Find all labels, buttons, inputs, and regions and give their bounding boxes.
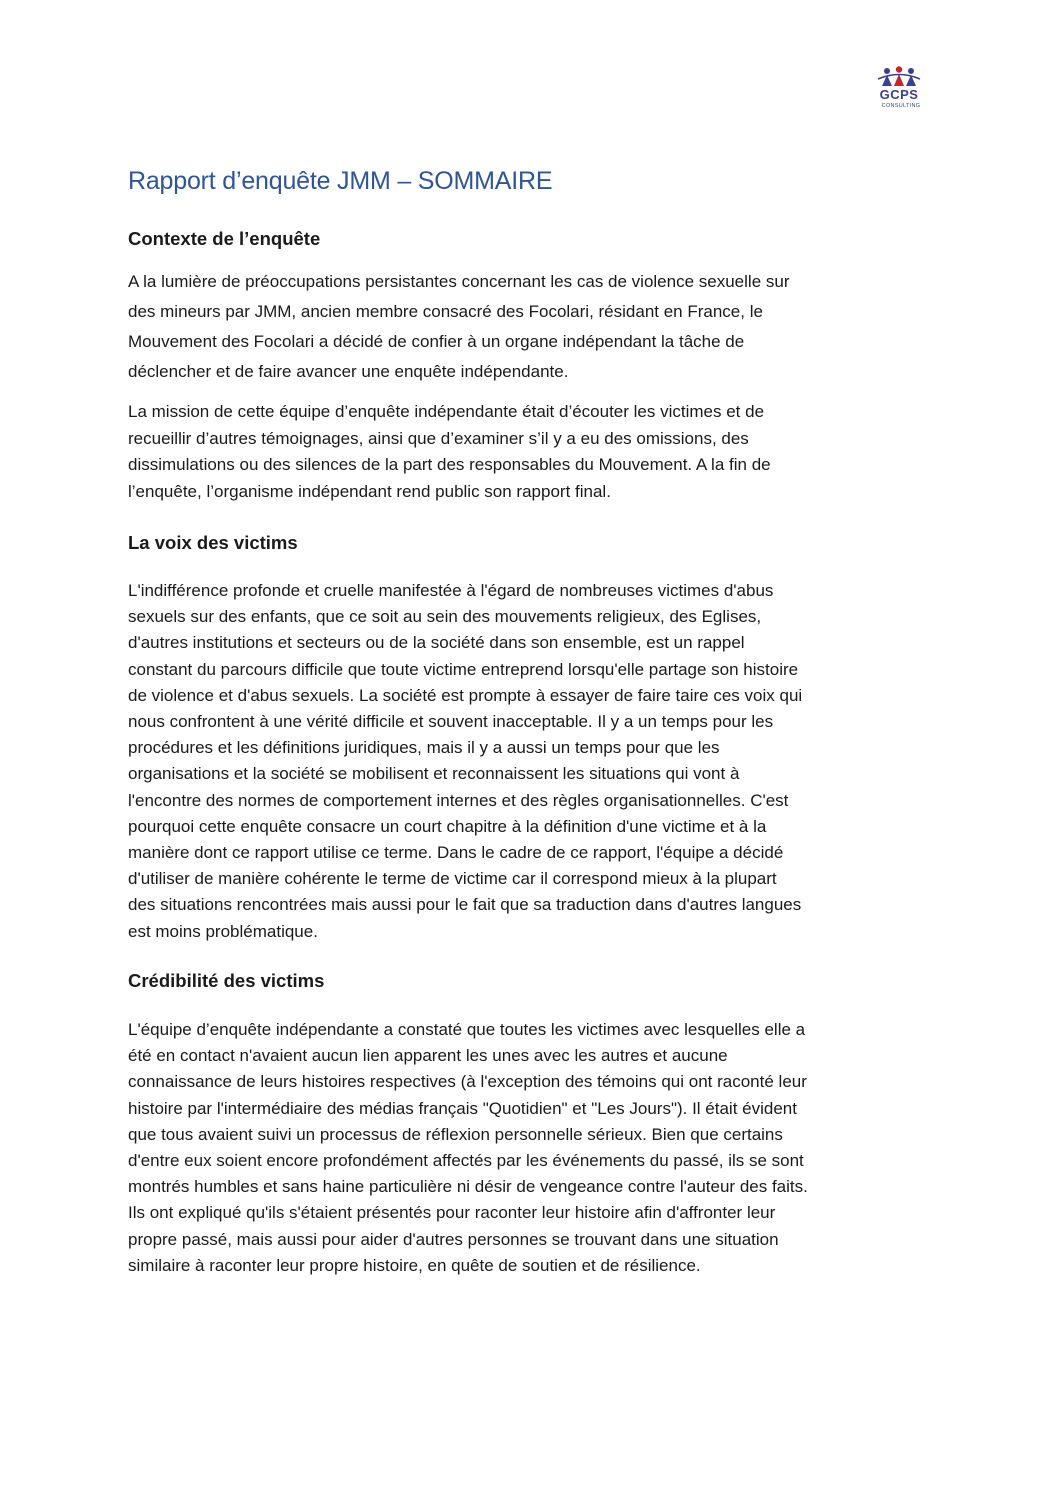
- text-line: connaissance de leurs histoires respectives (à l'exception des témoins qui ont raconté leur: [128, 1072, 807, 1092]
- text-line: dissimulations ou des silences de la part des responsables du Mouvement. A la fin de: [128, 455, 771, 474]
- text-line: été en contact n'avaient aucun lien apparent les unes avec les autres et aucune: [128, 1046, 728, 1066]
- text-line: nous confrontent à une vérité difficile et souvent inacceptable. Il y a un temps pour les: [128, 712, 774, 732]
- text-line: pourquoi cette enquête consacre un court chapitre à la définition d'une victime et à la: [128, 816, 767, 836]
- text-line: l’enquête, l’organisme indépendant rend public son rapport final.: [128, 481, 611, 501]
- section-heading-voix: La voix des victims: [128, 532, 298, 553]
- text-line: Mouvement des Focolari a décidé de confier à un organe indépendant la tâche de: [128, 332, 745, 351]
- text-line: manière dont ce rapport utilise ce terme. Dans le cadre de ce rapport, l'équipe a décidé: [128, 843, 784, 863]
- paragraph-credibilite: [128, 1017, 928, 1279]
- text-line: recueillir d’autres témoignages, ainsi que d’examiner s’il y a eu des omissions, des: [128, 428, 749, 448]
- text-line: d'utiliser de manière cohérente le terme de victime car il correspond mieux à la plupart: [128, 869, 777, 889]
- text-line: est moins problématique.: [128, 921, 318, 941]
- section-heading-credibilite: Crédibilité des victims: [128, 970, 325, 991]
- text-line: L'équipe d’enquête indépendante a constaté que toutes les victimes avec lesquelles elle a: [128, 1020, 806, 1039]
- logo-wordmark: GCPS: [879, 87, 919, 102]
- paragraph-voix: [128, 578, 928, 945]
- text-line: organisations et la société se mobilisent et reconnaissent les situations qui vont à: [128, 764, 740, 784]
- gcps-logo: [870, 66, 928, 118]
- text-line: que tous avaient suivi un processus de réflexion personnelle sérieux. Bien que certains: [128, 1124, 783, 1144]
- text-line: constant du parcours difficile que toute victime entreprend lorsqu'elle partage son histoire: [128, 659, 799, 679]
- text-line: La mission de cette équipe d’enquête indépendante était d’écouter les victimes et de: [128, 402, 765, 421]
- text-line: montrés humbles et sans haine particulière ni désir de vengeance contre l'auteur des faits.: [128, 1177, 808, 1197]
- text-line: l'encontre des normes de comportement internes et des règles organisationnelles. C'est: [128, 790, 789, 810]
- text-line: A la lumière de préoccupations persistantes concernant les cas de violence sexuelle sur: [128, 272, 790, 291]
- paragraph-contexte-2: [128, 399, 928, 505]
- text-line: procédures et les définitions juridiques, mais il y a aussi un temps pour que les: [128, 738, 720, 758]
- section-heading-contexte: Contexte de l’enquête: [128, 228, 321, 249]
- text-line: déclencher et de faire avancer une enquête indépendante.: [128, 362, 569, 381]
- logo-subtitle: CONSULTING: [881, 103, 921, 109]
- text-line: histoire par l'intermédiaire des médias français "Quotidien" et "Les Jours"). Il était évident: [128, 1098, 797, 1118]
- text-line: de violence et d'abus sexuels. La société est prompte à essayer de faire taire ces voix qui: [128, 685, 803, 705]
- text-line: des mineurs par JMM, ancien membre consacré des Focolari, résidant en France, le: [128, 302, 763, 321]
- text-line: d'autres institutions et secteurs ou de la société dans son ensemble, est un rappel: [128, 633, 745, 653]
- text-line: L'indifférence profonde et cruelle manifestée à l'égard de nombreuses victimes d'abus: [128, 581, 774, 600]
- text-line: similaire à raconter leur propre histoire, en quête de soutien et de résilience.: [128, 1255, 701, 1275]
- paragraph-contexte-1: [128, 267, 928, 387]
- text-line: propre passé, mais aussi pour aider d'autres personnes se trouvant dans une situation: [128, 1229, 779, 1249]
- text-line: Ils ont expliqué qu'ils s'étaient présentés pour raconter leur histoire afin d'affronter leur: [128, 1203, 776, 1223]
- text-line: des situations rencontrées mais aussi pour le fait que sa traduction dans d'autres langues: [128, 895, 802, 915]
- document-title: Rapport d’enquête JMM – SOMMAIRE: [128, 167, 553, 195]
- text-line: sexuels sur des enfants, que ce soit au sein des mouvements religieux, des Eglises,: [128, 607, 762, 627]
- text-line: d'entre eux soient encore profondément affectés par les événements du passé, ils se sont: [128, 1151, 804, 1171]
